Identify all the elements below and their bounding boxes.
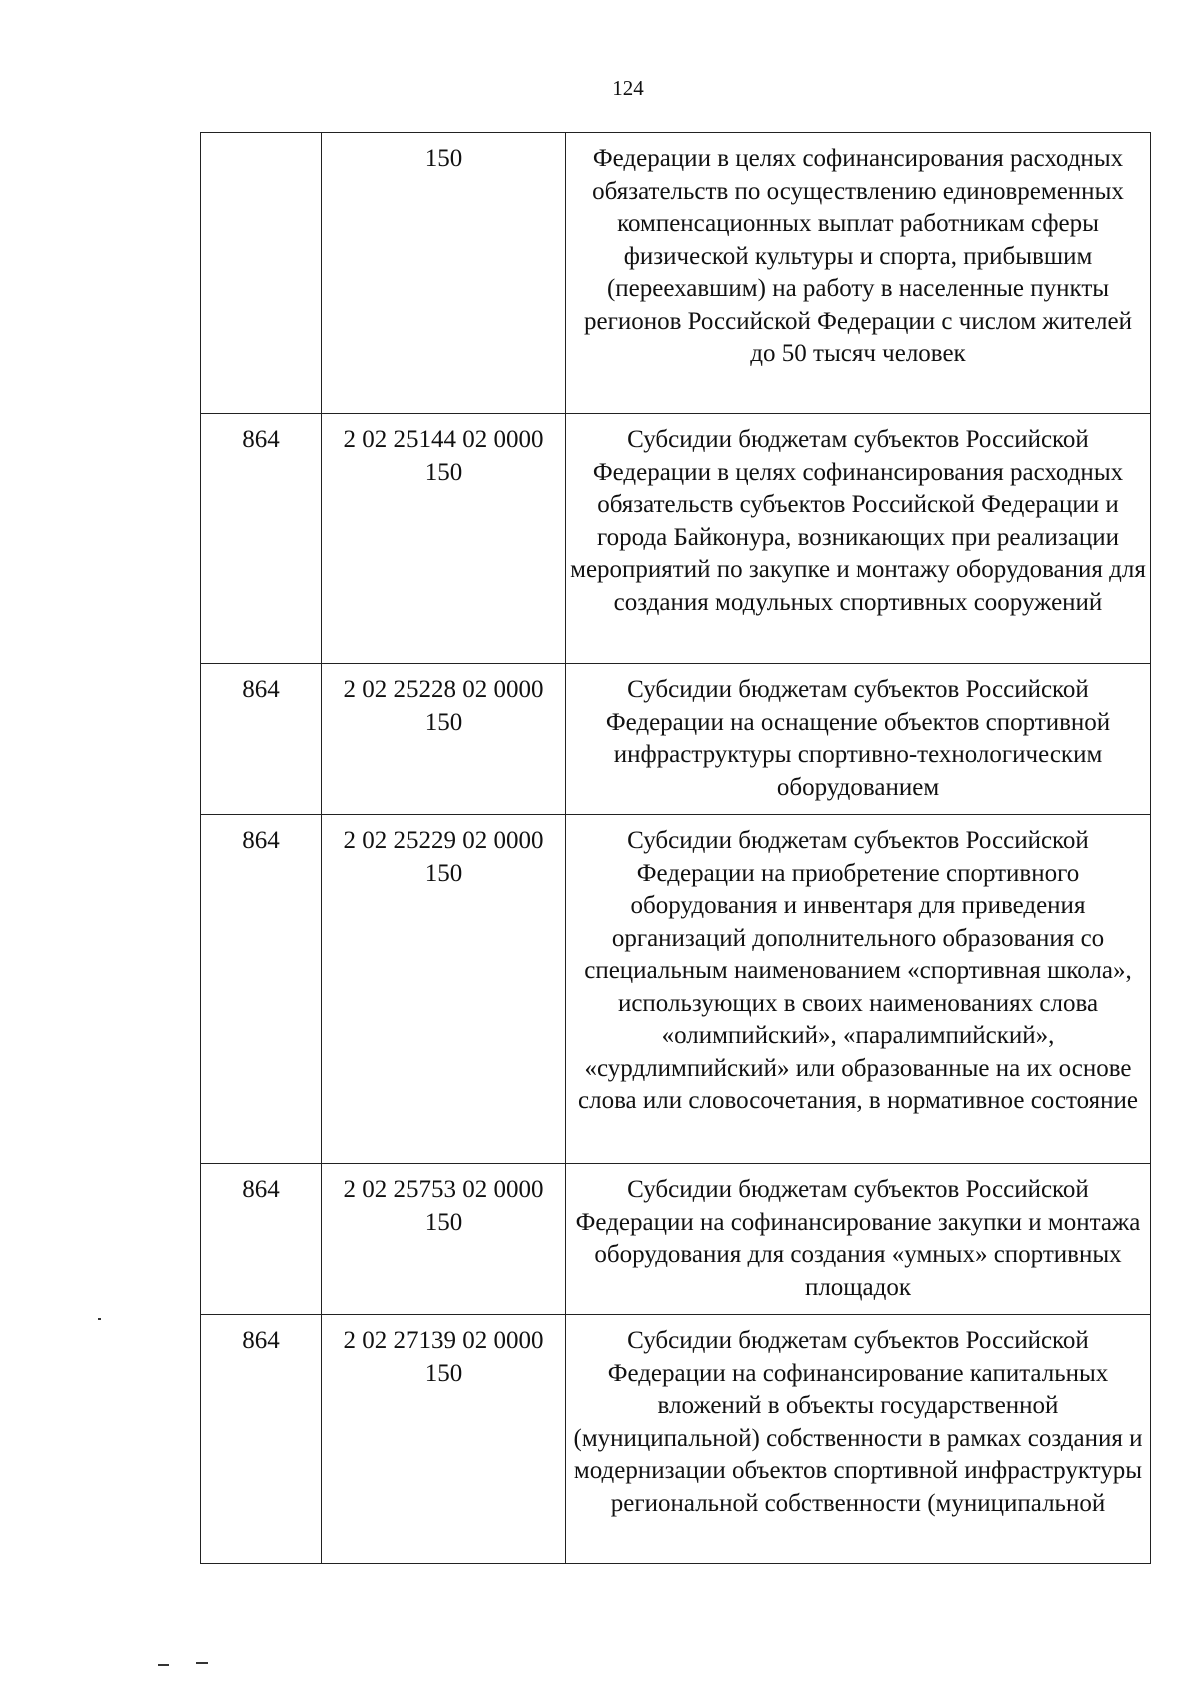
budget-code-cell bbox=[322, 414, 566, 664]
scan-speck bbox=[196, 1662, 208, 1664]
table-row bbox=[201, 414, 1151, 664]
description-cell: Субсидии бюджетам субъектов Российской Федерации на софинансирование закупки и монтажа оборудования для создания «умных» спортивных площадок bbox=[566, 1164, 1151, 1315]
table-row bbox=[201, 1164, 1151, 1315]
page-number: 124 bbox=[612, 76, 644, 100]
budget-code-cell bbox=[322, 664, 566, 815]
admin-code-cell: 864 bbox=[201, 664, 322, 815]
budget-code-line1: 2 02 25229 02 0000 bbox=[343, 827, 544, 854]
description-cell: Субсидии бюджетам субъектов Российской Федерации на софинансирование капитальных вложений в объекты государственной (муниципальной) собственности в рамках создания и модернизации объектов спортивной инфраструктуры региональной собственности (муниципальной bbox=[566, 1315, 1151, 1564]
budget-code-cell bbox=[322, 1164, 566, 1315]
description-cell: Субсидии бюджетам субъектов Российской Федерации на оснащение объектов спортивной инфраструктуры спортивно-технологическим оборудованием bbox=[566, 664, 1151, 815]
budget-code-line1: 2 02 25144 02 0000 bbox=[343, 426, 544, 453]
table-row bbox=[201, 664, 1151, 815]
budget-code-cell bbox=[322, 1315, 566, 1564]
budget-code-line2: 150 bbox=[424, 859, 463, 887]
admin-code-cell bbox=[201, 133, 322, 414]
budget-code-line1: 2 02 27139 02 0000 bbox=[343, 1327, 544, 1354]
budget-code-line2: 150 bbox=[424, 1359, 463, 1387]
budget-code-cell bbox=[322, 133, 566, 414]
scan-speck bbox=[98, 1318, 101, 1320]
budget-code-line2: 150 bbox=[424, 1208, 463, 1236]
table-row bbox=[201, 815, 1151, 1164]
table-row bbox=[201, 133, 1151, 414]
revenue-code-table bbox=[200, 132, 1151, 1564]
budget-code-cell bbox=[322, 815, 566, 1164]
budget-code-line1: 2 02 25753 02 0000 bbox=[343, 1176, 544, 1203]
budget-code-line2: 150 bbox=[424, 708, 463, 736]
budget-code-line1: 150 bbox=[424, 145, 463, 172]
admin-code-cell: 864 bbox=[201, 1164, 322, 1315]
admin-code-cell: 864 bbox=[201, 414, 322, 664]
budget-code-line2: 150 bbox=[424, 458, 463, 486]
description-cell: Субсидии бюджетам субъектов Российской Федерации в целях софинансирования расходных обязательств субъектов Российской Федерации и города Байконура, возникающих при реализации мероприятий по закупке и монтажу оборудования для создания модульных спортивных сооружений bbox=[566, 414, 1151, 664]
admin-code-cell: 864 bbox=[201, 1315, 322, 1564]
table-row bbox=[201, 1315, 1151, 1564]
description-cell: Федерации в целях софинансирования расходных обязательств по осуществлению единовременных компенсационных выплат работникам сферы физической культуры и спорта, прибывшим (переехавшим) на работу в населенные пункты регионов Российской Федерации с числом жителей до 50 тысяч человек bbox=[566, 133, 1151, 414]
admin-code-cell: 864 bbox=[201, 815, 322, 1164]
budget-code-line1: 2 02 25228 02 0000 bbox=[343, 676, 544, 703]
description-cell: Субсидии бюджетам субъектов Российской Федерации на приобретение спортивного оборудования и инвентаря для приведения организаций дополнительного образования со специальным наименованием «спортивная школа», использующих в своих наименованиях слова «олимпийский», «паралимпийский», «сурдлимпийский» или образованные на их основе слова или словосочетания, в нормативное состояние bbox=[566, 815, 1151, 1164]
scan-speck bbox=[158, 1664, 169, 1666]
